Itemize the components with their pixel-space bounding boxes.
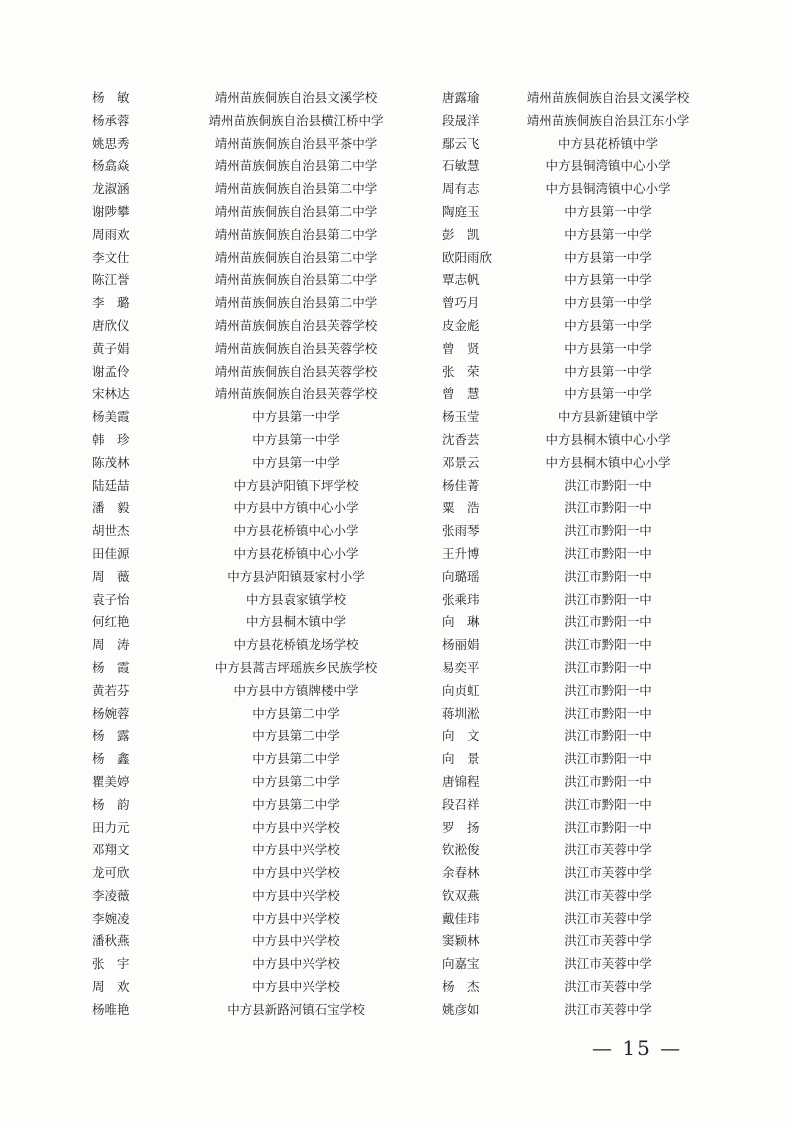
person-name: 欧阳雨欣 [442, 249, 493, 265]
school-name: 洪江市黔阳一中 [564, 477, 652, 493]
person-name: 李凌薇 [92, 887, 130, 903]
school-name: 中方县第一中学 [564, 386, 652, 402]
person-name: 曾 贤 [442, 340, 480, 356]
school-name: 中方县第一中学 [564, 203, 652, 219]
school-name: 中方县中兴学校 [252, 910, 340, 926]
school-name: 靖州苗族侗族自治县第二中学 [214, 226, 378, 242]
person-name: 龙淑涵 [92, 181, 130, 197]
school-name: 中方县新建镇中学 [557, 409, 658, 425]
person-name: 杨丽娟 [442, 637, 480, 653]
school-name: 中方县第一中学 [564, 317, 652, 333]
person-name: 杨玉莹 [442, 409, 480, 425]
person-name: 余春林 [442, 865, 480, 881]
school-name: 中方县花桥镇中学 [557, 135, 658, 151]
table-row [92, 930, 712, 953]
person-name: 段晟洋 [442, 112, 480, 128]
table-row [92, 178, 712, 201]
school-name: 靖州苗族侗族自治县芙蓉学校 [214, 363, 378, 379]
table-row [92, 429, 712, 452]
table-row [92, 566, 712, 589]
person-name: 李 璐 [92, 295, 130, 311]
table-row [92, 908, 712, 931]
school-name: 洪江市芙蓉中学 [564, 887, 652, 903]
person-name: 王升博 [442, 545, 480, 561]
person-name: 皮金彪 [442, 317, 480, 333]
school-name: 中方县泸阳镇下坪学校 [233, 477, 359, 493]
school-name: 中方县新路河镇石宝学校 [227, 1001, 365, 1017]
person-name: 周 涛 [92, 637, 130, 653]
person-name: 邓翔文 [92, 842, 130, 858]
person-name: 姚彦如 [442, 1001, 480, 1017]
school-name: 洪江市芙蓉中学 [564, 910, 652, 926]
school-name: 洪江市黔阳一中 [564, 796, 652, 812]
person-name: 潘 毅 [92, 500, 130, 516]
school-name: 洪江市芙蓉中学 [564, 842, 652, 858]
school-name: 中方县泸阳镇聂家村小学 [227, 568, 365, 584]
school-name: 洪江市芙蓉中学 [564, 865, 652, 881]
school-name: 洪江市芙蓉中学 [564, 933, 652, 949]
table-row [92, 269, 712, 292]
school-name: 中方县第二中学 [252, 751, 340, 767]
school-name: 靖州苗族侗族自治县芙蓉学校 [214, 386, 378, 402]
school-name: 中方县中方镇牌楼中学 [233, 682, 359, 698]
person-name: 周雨欢 [92, 226, 130, 242]
person-name: 黄若芬 [92, 682, 130, 698]
school-name: 中方县蒿吉坪瑶族乡民族学校 [214, 659, 378, 675]
school-name: 洪江市黔阳一中 [564, 545, 652, 561]
school-name: 中方县中兴学校 [252, 956, 340, 972]
school-name: 中方县中兴学校 [252, 887, 340, 903]
person-name: 杨 鑫 [92, 751, 130, 767]
table-row [92, 133, 712, 156]
school-name: 中方县铜湾镇中心小学 [545, 181, 671, 197]
school-name: 靖州苗族侗族自治县第二中学 [214, 249, 378, 265]
table-row [92, 817, 712, 840]
school-name: 洪江市黔阳一中 [564, 728, 652, 744]
table-row [92, 976, 712, 999]
name-list-table [92, 87, 712, 1022]
school-name: 中方县第二中学 [252, 705, 340, 721]
school-name: 靖州苗族侗族自治县芙蓉学校 [214, 340, 378, 356]
school-name: 中方县第一中学 [564, 249, 652, 265]
person-name: 陶庭玉 [442, 203, 480, 219]
person-name: 窦颖林 [442, 933, 480, 949]
person-name: 易奕平 [442, 659, 480, 675]
person-name: 曾 慧 [442, 386, 480, 402]
table-row [92, 657, 712, 680]
person-name: 杨佳菁 [442, 477, 480, 493]
table-row [92, 338, 712, 361]
school-name: 靖州苗族侗族自治县文溪学校 [526, 90, 690, 105]
school-name: 中方县第一中学 [252, 454, 340, 470]
person-name: 沈香芸 [442, 431, 480, 447]
school-name: 洪江市黔阳一中 [564, 819, 652, 835]
table-row [92, 497, 712, 520]
school-name: 靖州苗族侗族自治县第二中学 [214, 272, 378, 288]
table-row [92, 953, 712, 976]
person-name: 周有志 [442, 181, 480, 197]
school-name: 洪江市芙蓉中学 [564, 1001, 652, 1017]
school-name: 中方县第二中学 [252, 728, 340, 744]
table-row [92, 839, 712, 862]
person-name: 戴佳玮 [442, 910, 480, 926]
person-name: 唐欣仪 [92, 317, 130, 333]
person-name: 陈江誉 [92, 272, 130, 288]
school-name: 洪江市黔阳一中 [564, 773, 652, 789]
school-name: 靖州苗族侗族自治县文溪学校 [214, 90, 378, 105]
person-name: 周 欢 [92, 979, 130, 995]
school-name: 中方县第一中学 [564, 272, 652, 288]
person-name: 瞿美婷 [92, 773, 130, 789]
school-name: 中方县第二中学 [252, 796, 340, 812]
table-row [92, 110, 712, 133]
table-row [92, 87, 712, 110]
person-name: 杨 霞 [92, 659, 130, 675]
table-row [92, 475, 712, 498]
school-name: 中方县第一中学 [564, 295, 652, 311]
person-name: 向 景 [442, 751, 480, 767]
person-name: 钦双燕 [442, 887, 480, 903]
table-row [92, 999, 712, 1022]
school-name: 洪江市黔阳一中 [564, 682, 652, 698]
person-name: 杨唯艳 [92, 1001, 130, 1017]
person-name: 向璐瑶 [442, 568, 480, 584]
school-name: 洪江市黔阳一中 [564, 500, 652, 516]
name-list-body [92, 87, 712, 1022]
table-row [92, 292, 712, 315]
school-name: 洪江市黔阳一中 [564, 523, 652, 539]
table-row [92, 452, 712, 475]
table-row [92, 543, 712, 566]
table-row [92, 383, 712, 406]
school-name: 洪江市芙蓉中学 [564, 956, 652, 972]
table-row [92, 155, 712, 178]
person-name: 彭 凯 [442, 226, 480, 242]
school-name: 中方县第二中学 [252, 773, 340, 789]
table-row [92, 520, 712, 543]
table-row [92, 224, 712, 247]
person-name: 张 荣 [442, 363, 480, 379]
table-row [92, 611, 712, 634]
table-row [92, 703, 712, 726]
school-name: 中方县袁家镇学校 [245, 591, 346, 607]
school-name: 中方县桐木镇中心小学 [545, 454, 671, 470]
person-name: 向 文 [442, 728, 480, 744]
person-name: 谢陟攀 [92, 203, 130, 219]
person-name: 宋林达 [92, 386, 130, 402]
school-name: 中方县第一中学 [252, 431, 340, 447]
table-row [92, 748, 712, 771]
person-name: 李婉凌 [92, 910, 130, 926]
table-row [92, 862, 712, 885]
person-name: 潘秋燕 [92, 933, 130, 949]
person-name: 石敏慧 [442, 158, 480, 174]
school-name: 中方县第一中学 [564, 363, 652, 379]
person-name: 韩 珍 [92, 431, 130, 447]
page-number: — 15 — [592, 1036, 683, 1060]
person-name: 鄢云飞 [442, 135, 480, 151]
school-name: 靖州苗族侗族自治县芙蓉学校 [214, 317, 378, 333]
person-name: 陆廷喆 [92, 477, 130, 493]
table-row [92, 771, 712, 794]
school-name: 洪江市黔阳一中 [564, 568, 652, 584]
table-row [92, 201, 712, 224]
person-name: 杨翕焱 [92, 158, 130, 174]
person-name: 周 薇 [92, 568, 130, 584]
person-name: 张雨琴 [442, 523, 480, 539]
table-row [92, 634, 712, 657]
school-name: 靖州苗族侗族自治县第二中学 [214, 181, 378, 197]
person-name: 谢孟伶 [92, 363, 130, 379]
school-name: 洪江市黔阳一中 [564, 659, 652, 675]
school-name: 中方县第一中学 [252, 409, 340, 425]
person-name: 杨婉蓉 [92, 705, 130, 721]
table-row [92, 315, 712, 338]
school-name: 中方县中方镇中心小学 [233, 500, 359, 516]
person-name: 龙可欣 [92, 865, 130, 881]
person-name: 何红艳 [92, 614, 130, 630]
school-name: 中方县中兴学校 [252, 865, 340, 881]
person-name: 邓景云 [442, 454, 480, 470]
person-name: 杨 杰 [442, 979, 480, 995]
person-name: 田力元 [92, 819, 130, 835]
table-row [92, 725, 712, 748]
person-name: 胡世杰 [92, 523, 130, 539]
person-name: 杨 敏 [92, 90, 130, 105]
school-name: 洪江市黔阳一中 [564, 637, 652, 653]
person-name: 覃志帆 [442, 272, 480, 288]
person-name: 向 琳 [442, 614, 480, 630]
school-name: 中方县花桥镇龙场学校 [233, 637, 359, 653]
school-name: 中方县第一中学 [564, 340, 652, 356]
person-name: 姚思秀 [92, 135, 130, 151]
person-name: 田佳源 [92, 545, 130, 561]
school-name: 中方县中兴学校 [252, 819, 340, 835]
school-name: 洪江市黔阳一中 [564, 591, 652, 607]
table-row [92, 589, 712, 612]
school-name: 靖州苗族侗族自治县第二中学 [214, 158, 378, 174]
person-name: 罗 扬 [442, 819, 480, 835]
school-name: 中方县第一中学 [564, 226, 652, 242]
person-name: 李文仕 [92, 249, 130, 265]
person-name: 曾巧月 [442, 295, 480, 311]
table-row [92, 361, 712, 384]
school-name: 靖州苗族侗族自治县第二中学 [214, 295, 378, 311]
person-name: 张 宇 [92, 956, 130, 972]
table-row [92, 794, 712, 817]
person-name: 杨承蓉 [92, 112, 130, 128]
person-name: 杨 韵 [92, 796, 130, 812]
school-name: 靖州苗族侗族自治县横江桥中学 [208, 112, 384, 128]
person-name: 黄子娟 [92, 340, 130, 356]
table-row [92, 680, 712, 703]
table-row [92, 247, 712, 270]
person-name: 段召祥 [442, 796, 480, 812]
person-name: 陈茂林 [92, 454, 130, 470]
person-name: 蒋圳淞 [442, 705, 480, 721]
school-name: 靖州苗族侗族自治县江东小学 [526, 112, 690, 128]
school-name: 中方县铜湾镇中心小学 [545, 158, 671, 174]
school-name: 洪江市黔阳一中 [564, 614, 652, 630]
table-row [92, 885, 712, 908]
school-name: 靖州苗族侗族自治县第二中学 [214, 203, 378, 219]
school-name: 中方县中兴学校 [252, 933, 340, 949]
person-name: 向嘉宝 [442, 956, 480, 972]
person-name: 袁子怡 [92, 591, 130, 607]
person-name: 杨美霞 [92, 409, 130, 425]
person-name: 向贞虹 [442, 682, 480, 698]
person-name: 粟 浩 [442, 500, 480, 516]
person-name: 钦淞俊 [442, 842, 480, 858]
school-name: 中方县花桥镇中心小学 [233, 523, 359, 539]
school-name: 中方县中兴学校 [252, 842, 340, 858]
school-name: 中方县桐木镇中心小学 [545, 431, 671, 447]
person-name: 唐锦程 [442, 773, 480, 789]
school-name: 洪江市黔阳一中 [564, 751, 652, 767]
school-name: 靖州苗族侗族自治县平茶中学 [214, 135, 378, 151]
person-name: 杨 露 [92, 728, 130, 744]
person-name: 唐露瑜 [442, 90, 480, 105]
school-name: 洪江市黔阳一中 [564, 705, 652, 721]
person-name: 张乘玮 [442, 591, 480, 607]
school-name: 中方县花桥镇中心小学 [233, 545, 359, 561]
school-name: 中方县桐木镇中学 [245, 614, 346, 630]
school-name: 洪江市芙蓉中学 [564, 979, 652, 995]
school-name: 中方县中兴学校 [252, 979, 340, 995]
table-row [92, 406, 712, 429]
